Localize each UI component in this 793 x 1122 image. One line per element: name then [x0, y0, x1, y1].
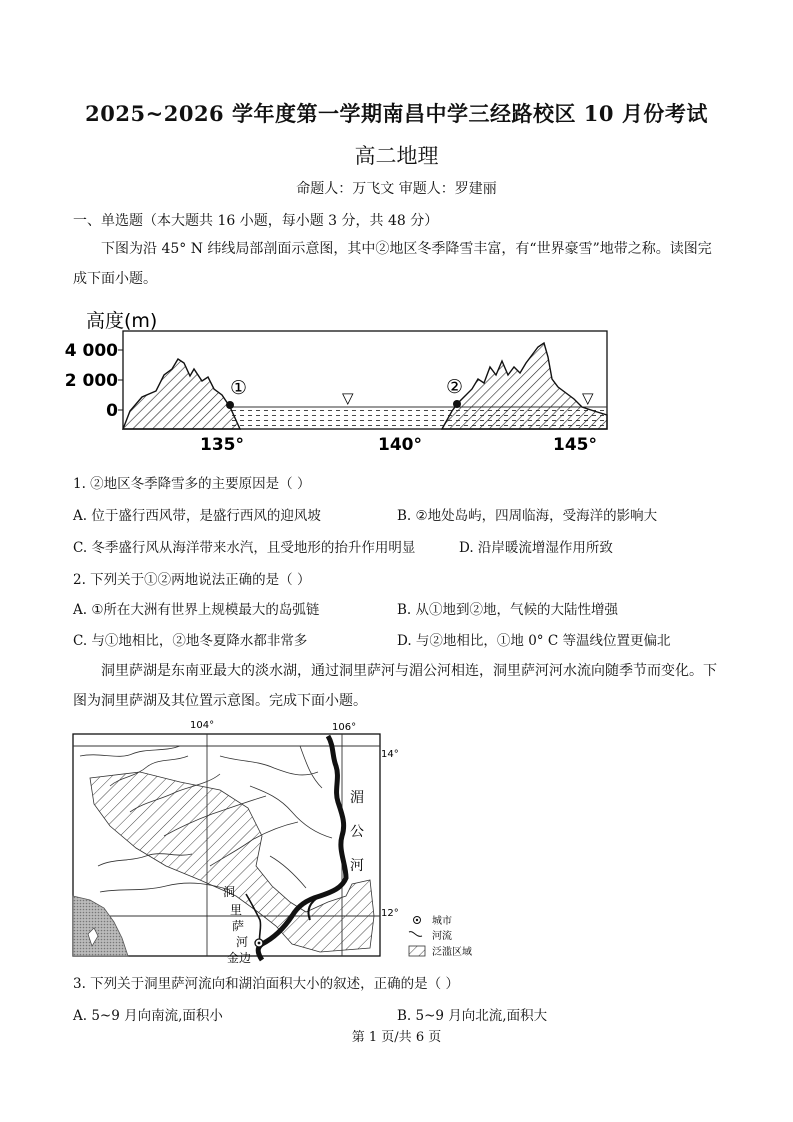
q3-stem: 3. 下列关于洞里萨河流向和湖泊面积大小的叙述，正确的是（ ）: [73, 976, 459, 992]
legend-flood-icon: [409, 946, 425, 956]
marker-2: ②: [446, 376, 464, 398]
section-heading: 一、单选题（本大题共 16 小题，每小题 3 分，共 48 分）: [73, 213, 439, 229]
sea-symbol-2: ▽: [582, 389, 594, 407]
q1-option-d: D. 沿岸暖流增湿作用所致: [459, 540, 613, 556]
y-axis-label: 高度(m): [86, 310, 158, 332]
map-legend: [409, 914, 472, 958]
q1-option-a: A. 位于盛行西风带，是盛行西风的迎风坡: [73, 508, 321, 524]
left-landmass: [123, 359, 240, 429]
mekong-label-2: 公: [350, 824, 364, 840]
y-tick-4000: 4 000: [64, 341, 118, 361]
q2-option-c: C. 与①地相比，②地冬夏降水都非常多: [73, 633, 308, 649]
mekong-label-3: 河: [350, 858, 364, 874]
q1-stem: 1. ②地区冬季降雪多的主要原因是（ ）: [73, 476, 311, 492]
point-2-dot: [453, 400, 461, 408]
authors-line: 命题人：万飞文 审题人：罗建丽: [296, 181, 497, 197]
x-tick-145: 145°: [553, 435, 597, 455]
page-footer: 第 1 页/共 6 页: [351, 1030, 442, 1045]
q1-option-b: B. ②地处岛屿，四周临海，受海洋的影响大: [397, 508, 658, 524]
cross-section-figure: [64, 303, 640, 458]
exam-title: 2025~2026 学年度第一学期南昌中学三经路校区 10 月份考试: [85, 101, 708, 126]
x-tick-135: 135°: [200, 435, 244, 455]
tonle-label-3: 萨: [232, 919, 245, 933]
sea-symbol-1: ▽: [342, 389, 354, 407]
passage-1: 下图为沿 45° N 纬线局部剖面示意图，其中②地区冬季降雪丰富，有“世界豪雪”地带之称。读图完成下面小题。: [73, 241, 712, 287]
q2-stem: 2. 下列关于①②两地说法正确的是（ ）: [73, 572, 311, 588]
legend-river-label: 河流: [432, 931, 452, 942]
legend-river-icon: [409, 932, 422, 937]
legend-flood-label: 泛滥区域: [432, 947, 472, 958]
lon-label-106: 106°: [332, 722, 357, 733]
mekong-label-1: 湄: [350, 790, 364, 806]
passage-2: 洞里萨湖是东南亚最大的淡水湖，通过洞里萨河与湄公河相连，洞里萨河河水流向随季节而变化。下图为洞里萨湖及其位置示意图。完成下面小题。: [73, 663, 717, 709]
y-tick-2000: 2 000: [64, 371, 118, 391]
tonle-label-1: 洞: [223, 885, 236, 899]
right-landmass: [442, 343, 607, 429]
q2-option-b: B. 从①地到②地，气候的大陆性增强: [397, 602, 619, 618]
q2-option-a: A. ①所在大洲有世界上规模最大的岛弧链: [73, 602, 320, 618]
point-1-dot: [226, 401, 234, 409]
city-label: 金边: [227, 951, 252, 965]
tonle-sap-map: [70, 716, 490, 964]
subject-title: 高二地理: [354, 144, 439, 168]
q1-option-c: C. 冬季盛行风从海洋带来水汽，且受地形的抬升作用明显: [73, 540, 416, 556]
q3-option-a: A. 5~9 月向南流,面积小: [73, 1008, 223, 1024]
lat-label-14: 14°: [381, 749, 399, 760]
x-tick-140: 140°: [378, 435, 422, 455]
y-tick-0: 0: [106, 401, 118, 421]
legend-city-label: 城市: [432, 916, 452, 927]
lon-label-104: 104°: [190, 720, 215, 731]
lat-label-12: 12°: [381, 908, 399, 919]
marker-1: ①: [230, 377, 248, 399]
q3-option-b: B. 5~9 月向北流,面积大: [397, 1008, 548, 1024]
tonle-label-2: 里: [230, 903, 243, 917]
q2-option-d: D. 与②地相比，①地 0° C 等温线位置更偏北: [397, 633, 671, 649]
tonle-label-4: 河: [236, 935, 249, 949]
